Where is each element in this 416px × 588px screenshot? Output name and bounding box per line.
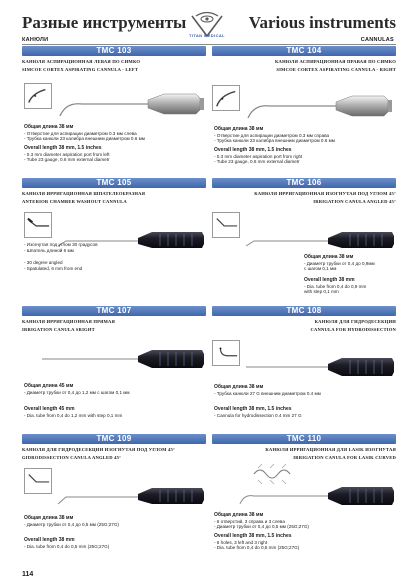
product-title-ru: КАНЮЛЯ ИРРИГАЦИОННАЯ ДЛЯ LASIK ИЗОГНУТАЯ <box>265 447 396 452</box>
cannula-image <box>244 350 396 380</box>
spec-heading-en: Overall length 38 mm, 1.5 inches <box>214 406 292 412</box>
product-title-ru: КАНЮЛЯ ИРРИГАЦИОННАЯ ШПАТЕЛЕОБРАЗНАЯ <box>22 191 146 196</box>
product-code: TMC 106 <box>286 178 322 187</box>
product-code: TMC 109 <box>96 434 132 443</box>
spec-heading-en: Overall length 38 mm, 1.5 inches <box>24 145 102 151</box>
spec-line-en: - Dia. tube from 0,4 do 1,2 mm with step 0,1 mm <box>24 412 123 418</box>
header-divider <box>22 44 396 45</box>
page-title-ru: Разные инструменты <box>22 13 187 32</box>
cannula-image <box>244 222 396 252</box>
spec-heading-en: Overall length 38 mm, 1.5 inches <box>214 147 292 153</box>
page-title-en: Various instruments <box>248 13 396 32</box>
product-title-en: SIMCOE CORTEX ASPIRATING CANNULA - LEFT <box>22 67 139 72</box>
product-code: TMC 104 <box>286 46 322 55</box>
product-code: TMC 105 <box>96 178 132 187</box>
spec-ru <box>24 516 119 527</box>
spec-en <box>214 148 302 165</box>
spec-line-ru: с шагом 0,1 мм <box>304 266 337 272</box>
spec-line-ru: - Трубка канюли 23 калибра внешним диаметром 0.6 мм <box>214 138 335 144</box>
spec-line-en: - Tube 23 gauge, 0.6 mm external diametr <box>214 159 300 165</box>
page-number: 114 <box>22 571 34 578</box>
spec-line-ru: - Диаметр трубки от 0,4 до 1,2 мм с шагом 0,1 мм <box>24 389 130 395</box>
product-panel-tmc104 <box>212 46 396 165</box>
product-panel-tmc106 <box>212 178 396 295</box>
spec-heading-ru: Общая длина 38 мм <box>214 126 264 132</box>
spec-line-ru: - Изогнутая под углом 30 градусов <box>24 242 98 247</box>
product-title-en: IRRIGATION CANULA SRIGHT <box>22 327 95 332</box>
spec-en <box>24 538 109 549</box>
cannula-image <box>238 478 396 510</box>
tip-detail-image <box>24 468 52 494</box>
spec-line-en: - Dia. tube from 0,4 do 0,5 mm (25G;27G) <box>214 545 300 551</box>
spec-heading-ru: Общая длина 45 мм <box>24 383 74 389</box>
spec-line-ru: - Диаметр трубки от 0,4 до 0,5 мм (25G;27G) <box>214 524 309 530</box>
product-title-ru: КАНЮЛЯ АСПИРАЦИОННАЯ ПРАВАЯ ПО СИМКО <box>275 59 396 64</box>
spec-line-en: with step 0,1 mm <box>304 289 339 295</box>
spec-line-en: - 0.3 mm diameter aspiration port from left <box>24 151 110 157</box>
spec-heading-ru: Общая длина 38 мм <box>304 254 354 260</box>
spec-line-ru: - 6 отверстий, 3 справа и 3 слева <box>214 518 285 524</box>
logo-wordmark: TITAN MEDICAL <box>188 33 225 38</box>
product-code: TMC 107 <box>96 306 132 315</box>
spec-en <box>24 146 110 163</box>
spec-en <box>304 278 366 295</box>
product-title-en: CANNULA FOR HYDRODISSECTION <box>310 327 396 332</box>
product-title-ru: КАНЮЛЯ АСПИРАЦИОННАЯ ЛЕВАЯ ПО СИМКО <box>22 59 141 64</box>
cannula-image <box>56 478 206 508</box>
product-title-en: SIMCOE CORTEX ASPIRATING CANNULA - RIGHT <box>276 67 396 72</box>
spec-line-en: - Cannula for hydrodissection 0.4 mm 27 G <box>214 412 302 418</box>
tip-detail-image <box>212 212 240 238</box>
product-title-ru: КАНЮЛЯ ДЛЯ ГИДРОДЕСЕКЦИИ <box>314 319 396 324</box>
product-title-ru: КАНЮЛЯ ИРРИГАЦИОННАЯ ИЗОГНУТАЯ ПОД УГЛОМ 45° <box>254 191 396 196</box>
spec-en <box>24 260 82 271</box>
cannula-image <box>40 342 206 376</box>
product-panel-tmc110 <box>212 434 396 551</box>
spec-line-en: - Dia. tube from 0,4 do 0,5 mm (25G;27G) <box>24 543 110 549</box>
spec-line-ru: - Отверстие для аспирации диаметром 0.3 мм справа <box>214 132 330 138</box>
spec-heading-en: Overall length 45 mm <box>24 406 75 412</box>
tip-detail-image <box>24 212 52 238</box>
cannula-image <box>240 82 394 122</box>
product-panel-tmc107 <box>22 306 206 419</box>
spec-ru <box>24 242 98 253</box>
tip-detail-image <box>24 83 52 109</box>
tip-detail-image <box>212 340 240 366</box>
spec-line-en: - Tube 23 gauge, 0.6 mm external diametr <box>24 157 110 163</box>
spec-heading-ru: Общая длина 38 мм <box>214 384 264 390</box>
product-title-en: IRRIGATION CANULA ANGLED 45° <box>313 199 396 204</box>
spec-heading-en: Overall length 38 mm <box>304 277 355 283</box>
spec-en <box>214 407 302 418</box>
spec-line-en: - 6 holes, 3 left and 3 right <box>214 539 268 545</box>
spec-line-en: - 0.3 mm diameter aspiration port from right <box>214 153 303 159</box>
product-title-en: GIDRODISSECTION CANULA ANGLED 45° <box>22 455 122 460</box>
spec-ru <box>304 255 375 272</box>
product-panel-tmc103 <box>22 46 206 163</box>
product-title-en: IRRIGATION CANULA FOR LASIK CURVED <box>293 455 396 460</box>
tip-detail-image <box>212 85 240 111</box>
spec-en <box>24 407 122 418</box>
spec-line-ru: - Диаметр трубки от 0,4 до 0,9мм <box>304 260 375 266</box>
product-code: TMC 103 <box>96 46 132 55</box>
product-title-en: ANTERIOR CHAMBER WASHOUT CANNULA <box>22 199 127 204</box>
spec-heading-en: Overall length 38 mm <box>24 537 75 543</box>
spec-heading-ru: Общая длина 38 мм <box>214 512 264 518</box>
section-subtitle-en: CANNULAS <box>360 37 394 43</box>
spec-line-en: - Dia. tube from 0,4 do 0,9 mm <box>304 283 367 289</box>
spec-ru <box>24 125 145 142</box>
product-panel-tmc109 <box>22 434 206 547</box>
product-panel-tmc108 <box>212 306 396 419</box>
spec-ru <box>24 384 130 395</box>
spec-line-ru: - Шпатель длиной 6 мм <box>24 247 74 253</box>
spec-line-en: - Spatulated, 6 mm from end <box>24 265 83 271</box>
spec-heading-en: Overall length 38 mm, 1.5 inches <box>214 533 292 539</box>
product-code: TMC 108 <box>286 306 322 315</box>
spec-ru <box>214 513 309 530</box>
cannula-image <box>52 80 206 120</box>
spec-line-ru: - Трубка канюли 27 G внешним диаметром 0.4 мм <box>214 390 321 396</box>
product-title-ru: КАНЮЛЯ ДЛЯ ГИДРОДЕСЕКЦИИ ИЗОГНУТАЯ ПОД УГЛОМ 45° <box>22 447 176 452</box>
spec-en <box>214 534 299 551</box>
product-code: TMC 110 <box>286 434 322 443</box>
spec-line-en: - 30 degree angled <box>24 260 63 265</box>
spec-ru <box>214 127 335 144</box>
spec-line-ru: - Отверстие для аспирации диаметром 0.3 мм слева <box>24 130 137 136</box>
spec-heading-ru: Общая длина 38 мм <box>24 124 74 130</box>
spec-line-ru: - Трубка канюли 23 калибра внешним диаметром 0.6 мм <box>24 136 145 142</box>
spec-line-ru: - Диаметр трубки от 0,4 до 0,5 мм (25G;27G) <box>24 521 119 527</box>
spec-heading-ru: Общая длина 38 мм <box>24 515 74 521</box>
product-title-ru: КАНЮЛЯ ИРРИГАЦИОННАЯ ПРЯМАЯ <box>22 319 116 324</box>
section-subtitle-ru: КАНЮЛИ <box>22 37 49 43</box>
product-panel-tmc105 <box>22 178 206 291</box>
spec-ru <box>214 385 321 396</box>
